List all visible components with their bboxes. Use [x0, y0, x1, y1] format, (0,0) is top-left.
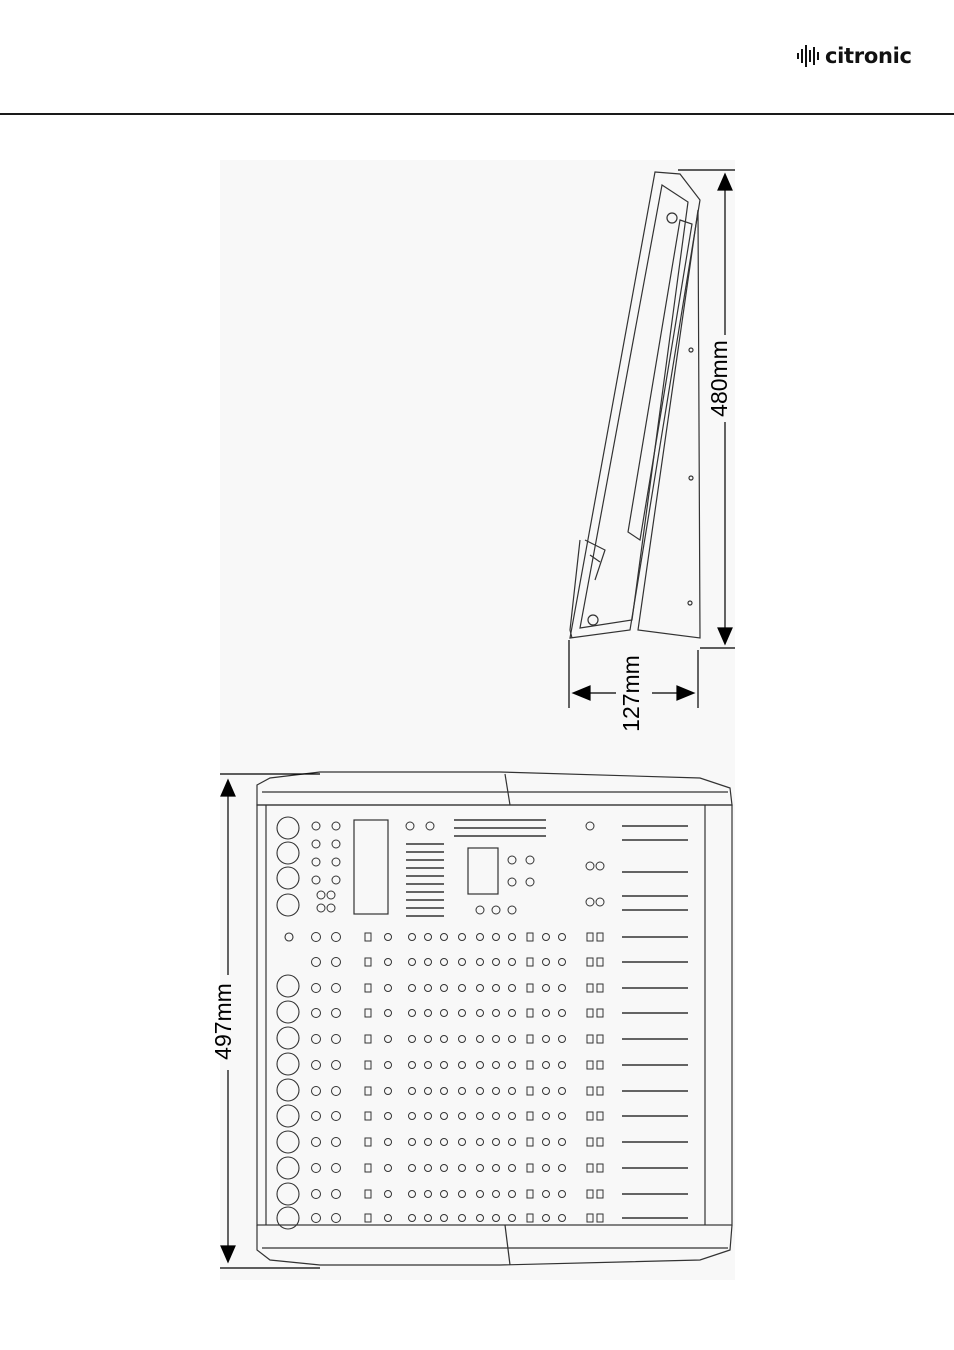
dimension-side-height: 480mm [705, 340, 732, 417]
header-divider [0, 113, 954, 115]
brand-name: citronic [825, 44, 912, 68]
soundwave-logo-icon [796, 44, 822, 68]
dimension-drawing [200, 160, 760, 1280]
page-header [0, 0, 954, 118]
dimension-top-depth: 497mm [209, 983, 236, 1060]
brand-logo [796, 40, 912, 72]
dimension-side-depth: 127mm [617, 655, 644, 732]
